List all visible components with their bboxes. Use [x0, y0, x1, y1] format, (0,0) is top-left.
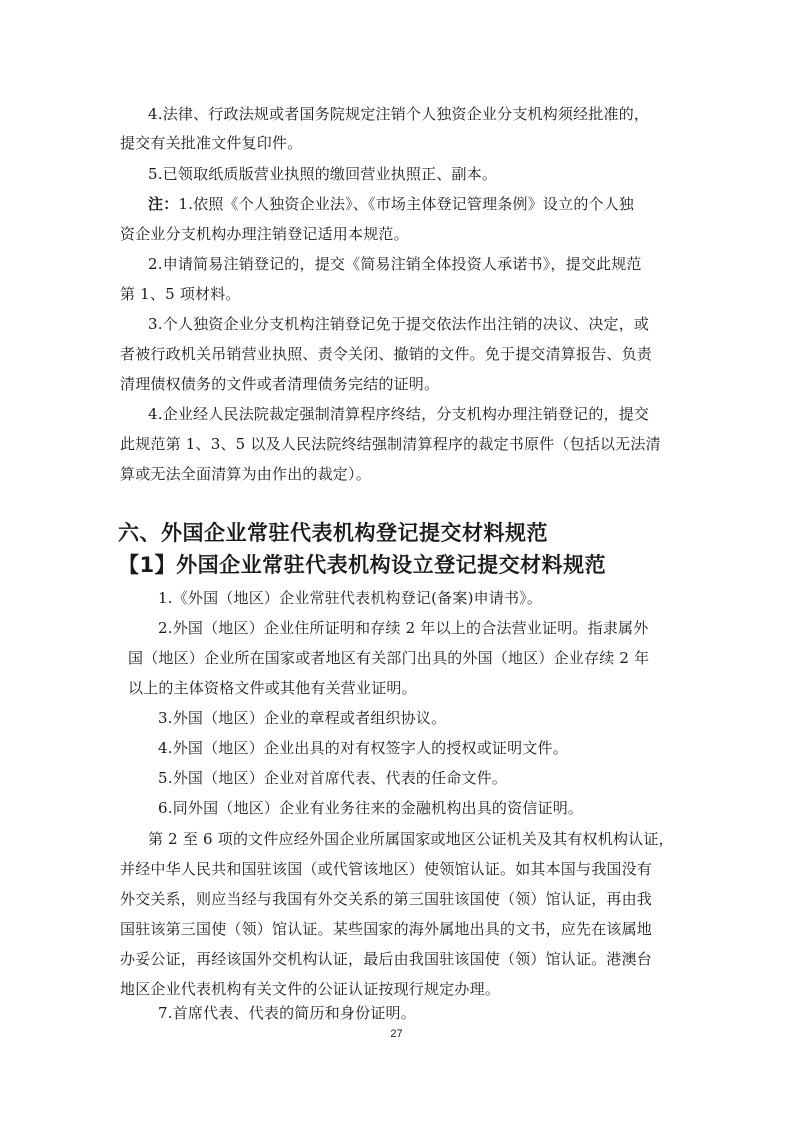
paragraph-line: 此规范第 1、3、5 以及人民法院终结强制清算程序的裁定书原件（包括以无法清: [120, 435, 661, 453]
section-heading: 六、外国企业常驻代表机构登记提交材料规范: [118, 521, 548, 545]
note-line: [148, 194, 634, 214]
paragraph-line: 2.申请简易注销登记的，提交《简易注销全体投资人承诺书》，提交此规范: [148, 255, 642, 273]
paragraph-line: 4.外国（地区）企业出具的对有权签字人的授权或证明文件。: [158, 739, 568, 757]
paragraph-line: 国驻该第三国使（领）馆认证。某些国家的海外属地出具的文书，应先在该属地: [120, 920, 653, 938]
paragraph-line: 国（地区）企业所在国家或者地区有关部门出具的外国（地区）企业存续 2 年: [128, 649, 650, 667]
paragraph-line: 6.同外国（地区）企业有业务往来的金融机构出具的资信证明。: [158, 799, 584, 817]
paragraph-line: 资企业分支机构办理注销登记适用本规范。: [120, 225, 409, 243]
paragraph-line: 清理债权债务的文件或者清理债务完结的证明。: [120, 375, 440, 393]
paragraph-line: 2.外国（地区）企业住所证明和存续 2 年以上的合法营业证明。指隶属外: [158, 619, 649, 637]
paragraph-line: 5.已领取纸质版营业执照的缴回营业执照正、副本。: [148, 165, 498, 183]
paragraph-line: 者被行政机关吊销营业执照、责令关闭、撤销的文件。免于提交清算报告、负责: [120, 345, 653, 363]
note-label: 注：: [148, 195, 179, 213]
paragraph-line: 以上的主体资格文件或其他有关营业证明。: [128, 679, 417, 697]
paragraph-line: 5.外国（地区）企业对首席代表、代表的任命文件。: [158, 769, 508, 787]
paragraph-line: 4.企业经人民法院裁定强制清算程序终结，分支机构办理注销登记的，提交: [148, 405, 650, 423]
section-subheading: 【1】外国企业常驻代表机构设立登记提交材料规范: [118, 553, 607, 577]
note-text: 1.依照《个人独资企业法》、《市场主体登记管理条例》设立的个人独: [178, 195, 635, 213]
paragraph-line: 算或无法全面清算为由作出的裁定）。: [120, 465, 371, 483]
paragraph-line: 第 2 至 6 项的文件应经外国企业所属国家或地区公证机关及其有权机构认证，: [148, 830, 674, 848]
paragraph-line: 办妥公证，再经该国外交机构认证，最后由我国驻该国使（领）馆认证。港澳台: [120, 950, 653, 968]
paragraph-line: 提交有关批准文件复印件。: [120, 134, 303, 152]
paragraph-line: 地区企业代表机构有关文件的公证认证按现行规定办理。: [120, 980, 501, 998]
paragraph-line: 1.《外国（地区）企业常驻代表机构登记(备案)申请书》。: [158, 589, 543, 607]
paragraph-line: 并经中华人民共和国驻该国（或代管该地区）使领馆认证。如其本国与我国没有: [120, 860, 653, 878]
paragraph-line: 7.首席代表、代表的简历和身份证明。: [158, 1004, 416, 1022]
page-number: 27: [390, 1028, 403, 1040]
paragraph-line: 4.法律、行政法规或者国务院规定注销个人独资企业分支机构须经批准的，: [148, 105, 650, 123]
paragraph-line: 外交关系，则应当经与我国有外交关系的第三国驻该国使（领）馆认证，再由我: [120, 890, 653, 908]
paragraph-line: 3.个人独资企业分支机构注销登记免于提交依法作出注销的决议、决定，或: [148, 315, 650, 333]
paragraph-line: 3.外国（地区）企业的章程或者组织协议。: [158, 709, 447, 727]
paragraph-line: 第 1、5 项材料。: [120, 285, 241, 303]
